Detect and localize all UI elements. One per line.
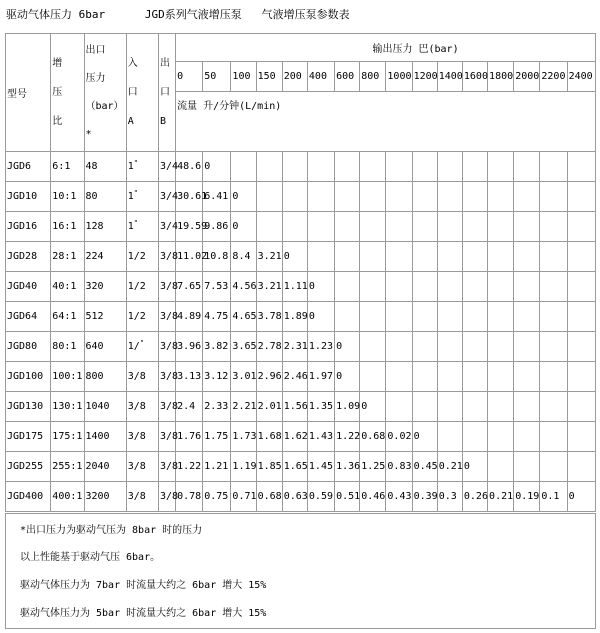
flow-cell: 3.12 bbox=[203, 362, 231, 392]
table-row bbox=[6, 422, 596, 452]
inlet-cell: 3/8 bbox=[126, 422, 158, 452]
ratio-cell: 400:1 bbox=[51, 482, 84, 512]
flow-cell bbox=[335, 152, 360, 182]
flow-cell: 1.36 bbox=[335, 452, 360, 482]
flow-cell bbox=[567, 422, 595, 452]
flow-cell bbox=[567, 152, 595, 182]
flow-cell bbox=[335, 272, 360, 302]
flow-cell bbox=[514, 362, 540, 392]
flow-cell: 0.63 bbox=[282, 482, 307, 512]
flow-cell bbox=[412, 242, 437, 272]
flow-cell bbox=[462, 272, 487, 302]
flow-cell: 0.46 bbox=[360, 482, 386, 512]
pressure-header-cell: 2400 bbox=[567, 62, 595, 92]
flow-cell bbox=[514, 182, 540, 212]
flow-cell bbox=[540, 302, 567, 332]
flow-cell bbox=[256, 152, 282, 182]
flow-cell bbox=[360, 182, 386, 212]
flow-cell bbox=[540, 212, 567, 242]
pressure-header-cell: 2000 bbox=[514, 62, 540, 92]
flow-cell: 0 bbox=[335, 332, 360, 362]
flow-cell: 1.11 bbox=[282, 272, 307, 302]
flow-cell: 3.78 bbox=[256, 302, 282, 332]
flow-cell: 0.02 bbox=[386, 422, 412, 452]
flow-cell: 1.19 bbox=[231, 452, 256, 482]
flow-cell: 1.23 bbox=[307, 332, 334, 362]
flow-cell bbox=[360, 272, 386, 302]
inlet-header: 入 口 A bbox=[126, 34, 158, 152]
flow-cell: 2.33 bbox=[203, 392, 231, 422]
flow-cell bbox=[386, 242, 412, 272]
flow-cell bbox=[386, 302, 412, 332]
flow-cell bbox=[567, 182, 595, 212]
flow-cell: 0 bbox=[307, 302, 334, 332]
inlet-cell: 3/8 bbox=[126, 452, 158, 482]
flow-cell: 1.35 bbox=[307, 392, 334, 422]
flow-cell bbox=[488, 182, 514, 212]
flow-cell: 0 bbox=[203, 152, 231, 182]
model-header: 型号 bbox=[6, 34, 51, 152]
note-2: 以上性能基于驱动气压 6bar。 bbox=[20, 552, 161, 563]
flow-cell bbox=[386, 362, 412, 392]
flow-cell bbox=[462, 332, 487, 362]
flow-cell: 0.78 bbox=[176, 482, 203, 512]
inlet-cell: 1" bbox=[126, 212, 158, 242]
flow-cell: 2.96 bbox=[256, 362, 282, 392]
outlet-cell: 3/8 bbox=[158, 452, 175, 482]
flow-cell bbox=[386, 182, 412, 212]
flow-cell: 0.59 bbox=[307, 482, 334, 512]
flow-cell bbox=[540, 452, 567, 482]
flow-cell: 0.75 bbox=[203, 482, 231, 512]
parameter-table bbox=[5, 33, 596, 512]
flow-cell: 8.4 bbox=[231, 242, 256, 272]
flow-cell: 0.3 bbox=[437, 482, 462, 512]
flow-cell bbox=[437, 242, 462, 272]
outlet-cell: 3/8 bbox=[158, 422, 175, 452]
flow-cell bbox=[256, 212, 282, 242]
outlet-cell: 3/8 bbox=[158, 332, 175, 362]
flow-cell: 0 bbox=[567, 482, 595, 512]
flow-cell: 0 bbox=[307, 272, 334, 302]
flow-cell bbox=[256, 182, 282, 212]
ratio-cell: 40:1 bbox=[51, 272, 84, 302]
inlet-cell: 1/" bbox=[126, 332, 158, 362]
outlet-cell: 3/8 bbox=[158, 362, 175, 392]
flow-cell: 48.6 bbox=[176, 152, 203, 182]
flow-cell: 1.09 bbox=[335, 392, 360, 422]
flow-cell bbox=[540, 182, 567, 212]
flow-cell: 1.97 bbox=[307, 362, 334, 392]
flow-cell bbox=[567, 362, 595, 392]
model-cell: JGD64 bbox=[6, 302, 51, 332]
model-cell: JGD10 bbox=[6, 182, 51, 212]
flow-cell: 7.65 bbox=[176, 272, 203, 302]
flow-cell: 3.65 bbox=[231, 332, 256, 362]
outlet-pressure-cell: 128 bbox=[84, 212, 126, 242]
inlet-cell: 1/2 bbox=[126, 242, 158, 272]
flow-cell bbox=[514, 332, 540, 362]
flow-cell bbox=[307, 212, 334, 242]
pressure-header-cell: 1400 bbox=[437, 62, 462, 92]
flow-cell: 1.89 bbox=[282, 302, 307, 332]
pressure-header-cell: 2200 bbox=[540, 62, 567, 92]
flow-cell: 0.68 bbox=[360, 422, 386, 452]
flow-cell bbox=[307, 152, 334, 182]
flow-cell: 0.26 bbox=[462, 482, 487, 512]
flow-cell: 1.22 bbox=[335, 422, 360, 452]
outlet-pressure-cell: 800 bbox=[84, 362, 126, 392]
flow-cell bbox=[386, 332, 412, 362]
flow-cell bbox=[360, 332, 386, 362]
model-cell: JGD40 bbox=[6, 272, 51, 302]
flow-cell: 1.62 bbox=[282, 422, 307, 452]
flow-cell bbox=[412, 272, 437, 302]
flow-cell bbox=[335, 212, 360, 242]
flow-cell bbox=[514, 302, 540, 332]
flow-cell bbox=[307, 182, 334, 212]
flow-cell bbox=[540, 362, 567, 392]
flow-cell: 0 bbox=[282, 242, 307, 272]
flow-cell: 0.21 bbox=[437, 452, 462, 482]
flow-cell: 30.61 bbox=[176, 182, 203, 212]
flow-cell bbox=[437, 302, 462, 332]
flow-cell: 0 bbox=[412, 422, 437, 452]
flow-cell: 3.13 bbox=[176, 362, 203, 392]
flow-cell: 1.76 bbox=[176, 422, 203, 452]
flow-cell bbox=[462, 242, 487, 272]
flow-cell: 3.82 bbox=[203, 332, 231, 362]
flow-cell bbox=[462, 152, 487, 182]
model-cell: JGD28 bbox=[6, 242, 51, 272]
inlet-cell: 3/8 bbox=[126, 482, 158, 512]
outlet-cell: 3/8 bbox=[158, 482, 175, 512]
pressure-header-cell: 1800 bbox=[488, 62, 514, 92]
flow-cell: 4.56 bbox=[231, 272, 256, 302]
ratio-header: 增 压 比 bbox=[51, 34, 84, 152]
outlet-header: 出 口 B bbox=[158, 34, 175, 152]
flow-cell bbox=[360, 242, 386, 272]
table-row bbox=[6, 302, 596, 332]
flow-cell bbox=[386, 152, 412, 182]
notes-box bbox=[5, 513, 596, 629]
flow-cell bbox=[386, 392, 412, 422]
flow-cell bbox=[567, 302, 595, 332]
flow-cell: 1.25 bbox=[360, 452, 386, 482]
pressure-header-cell: 200 bbox=[282, 62, 307, 92]
flow-cell: 1.73 bbox=[231, 422, 256, 452]
flow-cell bbox=[437, 362, 462, 392]
flow-cell bbox=[514, 212, 540, 242]
ratio-cell: 175:1 bbox=[51, 422, 84, 452]
flow-cell bbox=[437, 152, 462, 182]
table-row bbox=[6, 212, 596, 242]
flow-cell bbox=[488, 452, 514, 482]
flow-cell bbox=[282, 212, 307, 242]
flow-cell: 1.68 bbox=[256, 422, 282, 452]
pressure-header-cell: 600 bbox=[335, 62, 360, 92]
model-cell: JGD80 bbox=[6, 332, 51, 362]
flow-cell: 1.75 bbox=[203, 422, 231, 452]
flow-cell bbox=[282, 152, 307, 182]
flow-cell: 10.8 bbox=[203, 242, 231, 272]
flow-cell: 0 bbox=[335, 362, 360, 392]
flow-cell: 4.75 bbox=[203, 302, 231, 332]
outlet-cell: 3/8 bbox=[158, 242, 175, 272]
flow-cell bbox=[567, 242, 595, 272]
note-1: *出口压力为驱动气压为 8bar 时的压力 bbox=[20, 525, 203, 536]
flow-cell bbox=[360, 302, 386, 332]
outlet-cell: 3/4 bbox=[158, 152, 175, 182]
flow-cell bbox=[335, 242, 360, 272]
flow-cell bbox=[514, 152, 540, 182]
flow-cell: 19.59 bbox=[176, 212, 203, 242]
outlet-pressure-cell: 640 bbox=[84, 332, 126, 362]
pressure-header-cell: 1200 bbox=[412, 62, 437, 92]
flow-cell: 0 bbox=[231, 212, 256, 242]
flow-cell: 3.96 bbox=[176, 332, 203, 362]
table-row bbox=[6, 482, 596, 512]
flow-cell: 7.53 bbox=[203, 272, 231, 302]
note-3: 驱动气体压力为 7bar 时流量大约之 6bar 增大 15% bbox=[20, 580, 267, 591]
flow-cell bbox=[567, 452, 595, 482]
pressure-header-cell: 1000 bbox=[386, 62, 412, 92]
flow-cell: 2.78 bbox=[256, 332, 282, 362]
flow-cell bbox=[437, 422, 462, 452]
flow-cell bbox=[360, 362, 386, 392]
flow-cell: 1.22 bbox=[176, 452, 203, 482]
ratio-cell: 64:1 bbox=[51, 302, 84, 332]
flow-cell: 1.21 bbox=[203, 452, 231, 482]
flow-cell bbox=[231, 152, 256, 182]
table-row bbox=[6, 392, 596, 422]
flow-cell: 3.01 bbox=[231, 362, 256, 392]
flow-cell bbox=[412, 392, 437, 422]
flow-cell bbox=[412, 212, 437, 242]
flow-cell: 0.21 bbox=[488, 482, 514, 512]
flow-cell bbox=[360, 212, 386, 242]
outlet-pressure-cell: 48 bbox=[84, 152, 126, 182]
outlet-pressure-cell: 80 bbox=[84, 182, 126, 212]
flow-cell bbox=[514, 242, 540, 272]
table-row bbox=[6, 362, 596, 392]
flow-cell: 0.39 bbox=[412, 482, 437, 512]
ratio-cell: 16:1 bbox=[51, 212, 84, 242]
flow-cell bbox=[437, 182, 462, 212]
outlet-pressure-cell: 512 bbox=[84, 302, 126, 332]
flow-cell: 9.86 bbox=[203, 212, 231, 242]
ratio-cell: 80:1 bbox=[51, 332, 84, 362]
model-cell: JGD6 bbox=[6, 152, 51, 182]
ratio-cell: 6:1 bbox=[51, 152, 84, 182]
flow-cell bbox=[462, 362, 487, 392]
table-row bbox=[6, 452, 596, 482]
output-pressure-label: 输出压力 巴(bar) bbox=[176, 34, 596, 62]
flow-cell bbox=[540, 392, 567, 422]
model-cell: JGD255 bbox=[6, 452, 51, 482]
flow-cell: 1.65 bbox=[282, 452, 307, 482]
flow-cell: 6.41 bbox=[203, 182, 231, 212]
table-row bbox=[6, 242, 596, 272]
model-cell: JGD100 bbox=[6, 362, 51, 392]
outlet-pressure-cell: 1400 bbox=[84, 422, 126, 452]
pressure-header-cell: 50 bbox=[203, 62, 231, 92]
flow-cell bbox=[437, 332, 462, 362]
flow-cell bbox=[514, 272, 540, 302]
flow-cell bbox=[488, 152, 514, 182]
flow-cell bbox=[437, 212, 462, 242]
flow-cell bbox=[412, 182, 437, 212]
flow-label: 流量 升/分钟(L/min) bbox=[176, 92, 596, 152]
flow-cell: 3.21 bbox=[256, 242, 282, 272]
inlet-cell: 3/8 bbox=[126, 362, 158, 392]
outlet-cell: 3/4 bbox=[158, 182, 175, 212]
flow-cell: 0 bbox=[231, 182, 256, 212]
flow-cell: 2.21 bbox=[231, 392, 256, 422]
flow-cell: 0.83 bbox=[386, 452, 412, 482]
flow-cell: 4.65 bbox=[231, 302, 256, 332]
model-cell: JGD130 bbox=[6, 392, 51, 422]
ratio-cell: 10:1 bbox=[51, 182, 84, 212]
flow-cell bbox=[462, 182, 487, 212]
flow-cell: 0.43 bbox=[386, 482, 412, 512]
flow-cell bbox=[462, 212, 487, 242]
flow-cell: 0 bbox=[360, 392, 386, 422]
flow-cell bbox=[540, 332, 567, 362]
inlet-cell: 3/8 bbox=[126, 392, 158, 422]
flow-cell bbox=[567, 272, 595, 302]
flow-cell: 0.51 bbox=[335, 482, 360, 512]
pressure-header-cell: 800 bbox=[360, 62, 386, 92]
pressure-header-cell: 150 bbox=[256, 62, 282, 92]
model-cell: JGD400 bbox=[6, 482, 51, 512]
flow-cell bbox=[488, 242, 514, 272]
flow-cell bbox=[386, 272, 412, 302]
flow-cell bbox=[437, 392, 462, 422]
outlet-cell: 3/8 bbox=[158, 392, 175, 422]
flow-cell: 1.85 bbox=[256, 452, 282, 482]
flow-cell bbox=[307, 242, 334, 272]
outlet-cell: 3/8 bbox=[158, 272, 175, 302]
flow-cell bbox=[412, 152, 437, 182]
pressure-header-cell: 100 bbox=[231, 62, 256, 92]
flow-cell bbox=[540, 152, 567, 182]
flow-cell: 2.46 bbox=[282, 362, 307, 392]
flow-cell bbox=[462, 392, 487, 422]
flow-cell bbox=[540, 422, 567, 452]
flow-cell bbox=[540, 242, 567, 272]
flow-cell bbox=[488, 302, 514, 332]
table-row bbox=[6, 182, 596, 212]
pressure-header-cell: 400 bbox=[307, 62, 334, 92]
flow-cell bbox=[540, 272, 567, 302]
outlet-pressure-cell: 224 bbox=[84, 242, 126, 272]
flow-cell: 0.68 bbox=[256, 482, 282, 512]
flow-cell bbox=[567, 332, 595, 362]
ratio-cell: 100:1 bbox=[51, 362, 84, 392]
flow-cell: 1.43 bbox=[307, 422, 334, 452]
page-title: 驱动气体压力 6bar JGD系列气液增压泵 气液增压泵参数表 bbox=[6, 8, 350, 21]
outlet-pressure-header: 出口 压力 （bar） * bbox=[84, 34, 126, 152]
flow-cell bbox=[437, 272, 462, 302]
flow-cell: 0.71 bbox=[231, 482, 256, 512]
flow-cell bbox=[514, 452, 540, 482]
table-row bbox=[6, 272, 596, 302]
flow-cell bbox=[462, 422, 487, 452]
flow-cell bbox=[386, 212, 412, 242]
ratio-cell: 255:1 bbox=[51, 452, 84, 482]
inlet-cell: 1/2 bbox=[126, 272, 158, 302]
model-cell: JGD175 bbox=[6, 422, 51, 452]
ratio-cell: 130:1 bbox=[51, 392, 84, 422]
flow-cell bbox=[335, 182, 360, 212]
ratio-cell: 28:1 bbox=[51, 242, 84, 272]
inlet-cell: 1" bbox=[126, 182, 158, 212]
flow-cell: 11.02 bbox=[176, 242, 203, 272]
table-row bbox=[6, 152, 596, 182]
flow-cell bbox=[514, 392, 540, 422]
flow-cell: 0.45 bbox=[412, 452, 437, 482]
model-cell: JGD16 bbox=[6, 212, 51, 242]
flow-cell bbox=[488, 212, 514, 242]
outlet-pressure-cell: 2040 bbox=[84, 452, 126, 482]
flow-cell: 3.21 bbox=[256, 272, 282, 302]
flow-cell bbox=[335, 302, 360, 332]
flow-cell bbox=[488, 392, 514, 422]
outlet-cell: 3/4 bbox=[158, 212, 175, 242]
outlet-pressure-cell: 320 bbox=[84, 272, 126, 302]
flow-cell: 2.4 bbox=[176, 392, 203, 422]
flow-cell bbox=[412, 302, 437, 332]
flow-cell: 2.31 bbox=[282, 332, 307, 362]
flow-cell bbox=[514, 422, 540, 452]
outlet-cell: 3/8 bbox=[158, 302, 175, 332]
flow-cell: 0.19 bbox=[514, 482, 540, 512]
flow-cell: 0.1 bbox=[540, 482, 567, 512]
flow-cell: 0 bbox=[462, 452, 487, 482]
flow-cell: 2.01 bbox=[256, 392, 282, 422]
flow-cell: 1.56 bbox=[282, 392, 307, 422]
pressure-header-cell: 1600 bbox=[462, 62, 487, 92]
flow-cell bbox=[488, 272, 514, 302]
flow-cell bbox=[282, 182, 307, 212]
flow-cell: 4.89 bbox=[176, 302, 203, 332]
inlet-cell: 1/2 bbox=[126, 302, 158, 332]
flow-cell bbox=[488, 362, 514, 392]
note-4: 驱动气体压力为 5bar 时流量大约之 6bar 增大 15% bbox=[20, 608, 267, 619]
outlet-pressure-cell: 3200 bbox=[84, 482, 126, 512]
outlet-pressure-cell: 1040 bbox=[84, 392, 126, 422]
flow-cell bbox=[488, 422, 514, 452]
flow-cell bbox=[412, 362, 437, 392]
flow-cell bbox=[488, 332, 514, 362]
flow-cell: 1.45 bbox=[307, 452, 334, 482]
flow-cell bbox=[412, 332, 437, 362]
flow-cell bbox=[567, 212, 595, 242]
flow-cell bbox=[462, 302, 487, 332]
table-row bbox=[6, 332, 596, 362]
flow-cell bbox=[567, 392, 595, 422]
pressure-header-cell: 0 bbox=[176, 62, 203, 92]
flow-cell bbox=[360, 152, 386, 182]
inlet-cell: 1" bbox=[126, 152, 158, 182]
